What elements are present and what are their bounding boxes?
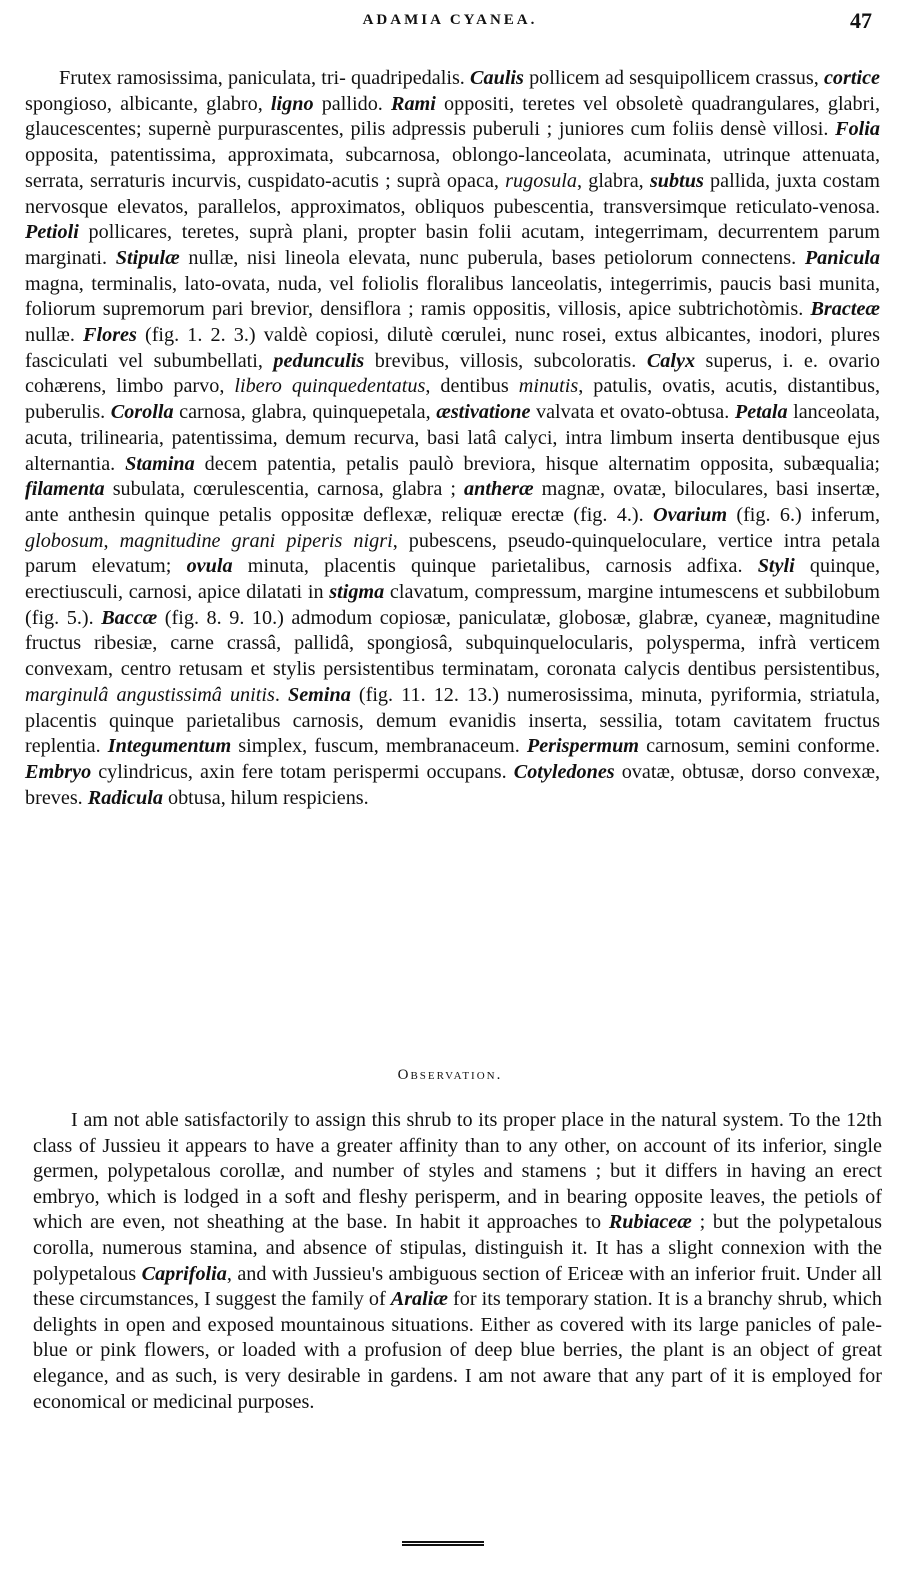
- description-text: nullæ, nisi lineola elevata, nunc puberula, bases petiolorum connectens.: [179, 246, 805, 269]
- description-term: Styli: [757, 555, 795, 578]
- description-text: simplex, fuscum, membranaceum.: [231, 735, 527, 758]
- description-term: Flores: [83, 324, 137, 347]
- description-text: valvata et ovato-obtusa.: [530, 401, 735, 424]
- description-text: lanceolata, acuta, trilinearia, patentissima, demum recurva, basi latâ calyci, intra limbum inserta dentibusque ejus alternantia.: [25, 401, 880, 475]
- description-text: , dentibus: [425, 375, 519, 398]
- description-term: Stipulæ: [115, 246, 180, 269]
- description-term: Rami: [390, 92, 436, 115]
- description-italic: magnitudine grani piperis nigri: [119, 529, 393, 552]
- observation-text: I am not able satisfactorily to assign this shrub to its proper place in the natural system. To the 12th class of Jussieu it appears to have a greater affinity than to any other, on account of its inferior, single germen, polypetalous corollæ, and number of styles and stamens ; but it differs in having an erect embryo, which is lodged in a soft and fleshy perisperm, and in bearing opposite leaves, the petiols of which are even, not sheathing at the base. In habit it approaches to: [33, 1109, 882, 1234]
- description-text: brevibus, villosis, subcoloratis.: [364, 349, 647, 372]
- description-term: Integumentum: [107, 735, 232, 758]
- description-text: , patulis, ovatis, acutis, distantibus, puberulis.: [25, 375, 881, 424]
- description-italic: quinquedentatus: [291, 375, 426, 398]
- description-term: Panicula: [804, 246, 880, 269]
- description-text: (fig. 1. 2. 3.) valdè copiosi, dilutè cœrulei, nunc rosei, extus albicantes, inodori, plures fasciculati vel subumbellati,: [25, 324, 880, 372]
- description-text: pallida, juxta costam nervosque elevatos, parallelos, approximatos, obliquos pubescentia, transversimque reticulato-venosa.: [25, 169, 880, 218]
- description-term: subtus: [649, 169, 704, 192]
- running-title: ADAMIA CYANEA.: [362, 12, 538, 28]
- description-term: Cotyledones: [513, 760, 615, 783]
- description-term: Folia: [835, 118, 880, 141]
- description-term: Semina: [287, 683, 351, 706]
- description-text: cylindricus, axin fere totam perispermi occupans.: [91, 760, 514, 783]
- description-text: pollicares, teretes, suprà plani, propter basin folii acutam, integerrimam, decurrentem parum marginati.: [25, 221, 880, 269]
- description-italic: rugosula: [505, 169, 577, 192]
- description-term: Calyx: [646, 349, 696, 372]
- description-term: Embryo: [25, 760, 92, 783]
- observation-heading: Observation.: [397, 1067, 503, 1083]
- description-text: ,: [103, 529, 120, 552]
- description-text: opposita, patentissima, approximata, subcarnosa, oblongo-lanceolata, acuminata, utrinque attenuata, serrata, serraturis incurvis, cuspidato-acutis ; suprà opaca,: [25, 144, 880, 192]
- description-text: , pubescens, pseudo-quinqueloculare, vertice intra petala parum elevatum;: [25, 529, 881, 578]
- description-term: Ovarium: [653, 503, 728, 526]
- observation-text: , and with Jussieu's ambiguous section of Ericeæ with an inferior fruit. Under all these circumstances, I suggest the family of: [33, 1262, 882, 1311]
- description-text: , glabra,: [576, 169, 650, 192]
- description-text: spongioso, albicante, glabro,: [25, 92, 271, 115]
- observation-italic: Rubiaceæ: [608, 1211, 692, 1234]
- description-term: Petioli: [25, 221, 79, 244]
- description-term: ligno: [270, 92, 314, 115]
- description-text: magnæ, ovatæ, biloculares, basi insertæ, ante anthesin quinque petalis oppositæ deflexæ, reliquæ erectæ (fig. 4.).: [25, 478, 880, 526]
- description-italic: minutis: [518, 375, 579, 398]
- description-text: pallido.: [313, 92, 391, 115]
- description-text: magna, terminalis, lato-ovata, nuda, vel foliolis floralibus lanceolatis, integerrimis, paucis basi munita, foliorum supremorum pari brevior, densiflora ; ramis oppositis, villosis, apice subtrichotòmis.: [25, 272, 880, 321]
- observation-paragraph: [33, 1108, 882, 1415]
- description-term: Stamina: [125, 452, 195, 475]
- description-text: pollicem ad sesquipollicem crassus,: [523, 67, 824, 89]
- description-italic: globosum: [25, 529, 104, 552]
- description-text: subulata, cœrulescentia, carnosa, glabra ;: [104, 478, 465, 501]
- closing-rule: [402, 1541, 484, 1546]
- description-term: Corolla: [110, 401, 174, 424]
- page-number: 47: [850, 8, 872, 33]
- description-text: minuta, placentis quinque parietalibus, carnosis adfixa.: [232, 555, 758, 578]
- description-term: Caulis: [470, 67, 524, 89]
- description-term: cortice: [823, 67, 880, 89]
- description-term: Petala: [734, 401, 788, 424]
- description-italic: libero: [234, 375, 282, 398]
- description-text: superus, i. e. ovario cohærens, limbo parvo,: [25, 349, 880, 398]
- description-italic: marginulâ angustissimâ unitis: [25, 683, 275, 706]
- description-term: æstivatione: [436, 401, 531, 424]
- description-term: Perispermum: [526, 735, 640, 758]
- description-term: antheræ: [464, 478, 534, 501]
- description-text: clavatum, compressum, margine intumescens et subbilobum (fig. 5.).: [25, 581, 880, 629]
- observation-italic: Caprifolia: [141, 1262, 227, 1285]
- description-term: Baccæ: [101, 606, 158, 629]
- description-term: pedunculis: [273, 349, 365, 372]
- description-text: (fig. 6.) inferum,: [727, 503, 880, 526]
- description-text: .: [274, 683, 288, 706]
- observation-text: for its temporary station. It is a branchy shrub, which delights in open and exposed mountainous situations. Either as covered with its large panicles of pale-blue or pink flowers, or loaded with a profusion of deep blue berries, the plant is an object of great elegance, and as such, is very desirable in gardens. I am not aware that any part of it is employed for economical or medicinal purposes.: [33, 1288, 882, 1413]
- description-text: carnosa, glabra, quinquepetala,: [173, 401, 437, 424]
- description-term: Bracteæ: [810, 298, 880, 321]
- description-text: carnosum, semini conforme.: [639, 735, 880, 758]
- description-text: Frutex ramosissima, paniculata, tri- quadripedalis.: [59, 67, 471, 89]
- observation-italic: Araliæ: [390, 1288, 448, 1311]
- description-term: Radicula: [87, 786, 163, 809]
- description-text: [282, 375, 292, 397]
- description-text: decem patentia, petalis paulò breviora, hisque alternatim opposita, subæqualia;: [194, 452, 881, 475]
- description-term: stigma: [329, 581, 385, 604]
- description-text: (fig. 11. 12. 13.) numerosissima, minuta, pyriformia, striatula, placentis quinque parietalibus carnosis, demum evanidis inserta, sessilia, totam cavitatem fructus replentia.: [25, 683, 880, 758]
- botanical-description: [25, 66, 880, 811]
- description-text: quinque, erectiusculi, carnosi, apice dilatati in: [25, 555, 881, 604]
- description-text: oppositi, teretes vel obsoletè quadrangulares, glabri, glaucescentes; supernè purpurascentes, pilis adpressis puberuli ; juniores cum foliis densè villosi.: [25, 92, 880, 141]
- description-term: ovula: [186, 555, 233, 578]
- description-text: (fig. 8. 9. 10.) admodum copiosæ, paniculatæ, globosæ, glabræ, cyaneæ, magnitudine fructus ribesiæ, carne crassâ, pallidâ, spongiosâ, subquinquelocularis, polysperma, infrà verticem convexam, centro retusam et stylis persistentibus terminatam, coronata calycis dentibus persistentibus,: [25, 606, 880, 681]
- observation-text: ; but the polypetalous corolla, numerous stamina, and absence of stipulas, distinguish it. It has a slight connexion with the polypetalous: [33, 1211, 882, 1285]
- description-text: obtusa, hilum respiciens.: [162, 786, 369, 809]
- description-text: nullæ.: [25, 324, 84, 347]
- description-term: filamenta: [25, 478, 105, 501]
- description-text: ovatæ, obtusæ, dorso convexæ, breves.: [25, 760, 880, 809]
- running-head: [0, 8, 900, 38]
